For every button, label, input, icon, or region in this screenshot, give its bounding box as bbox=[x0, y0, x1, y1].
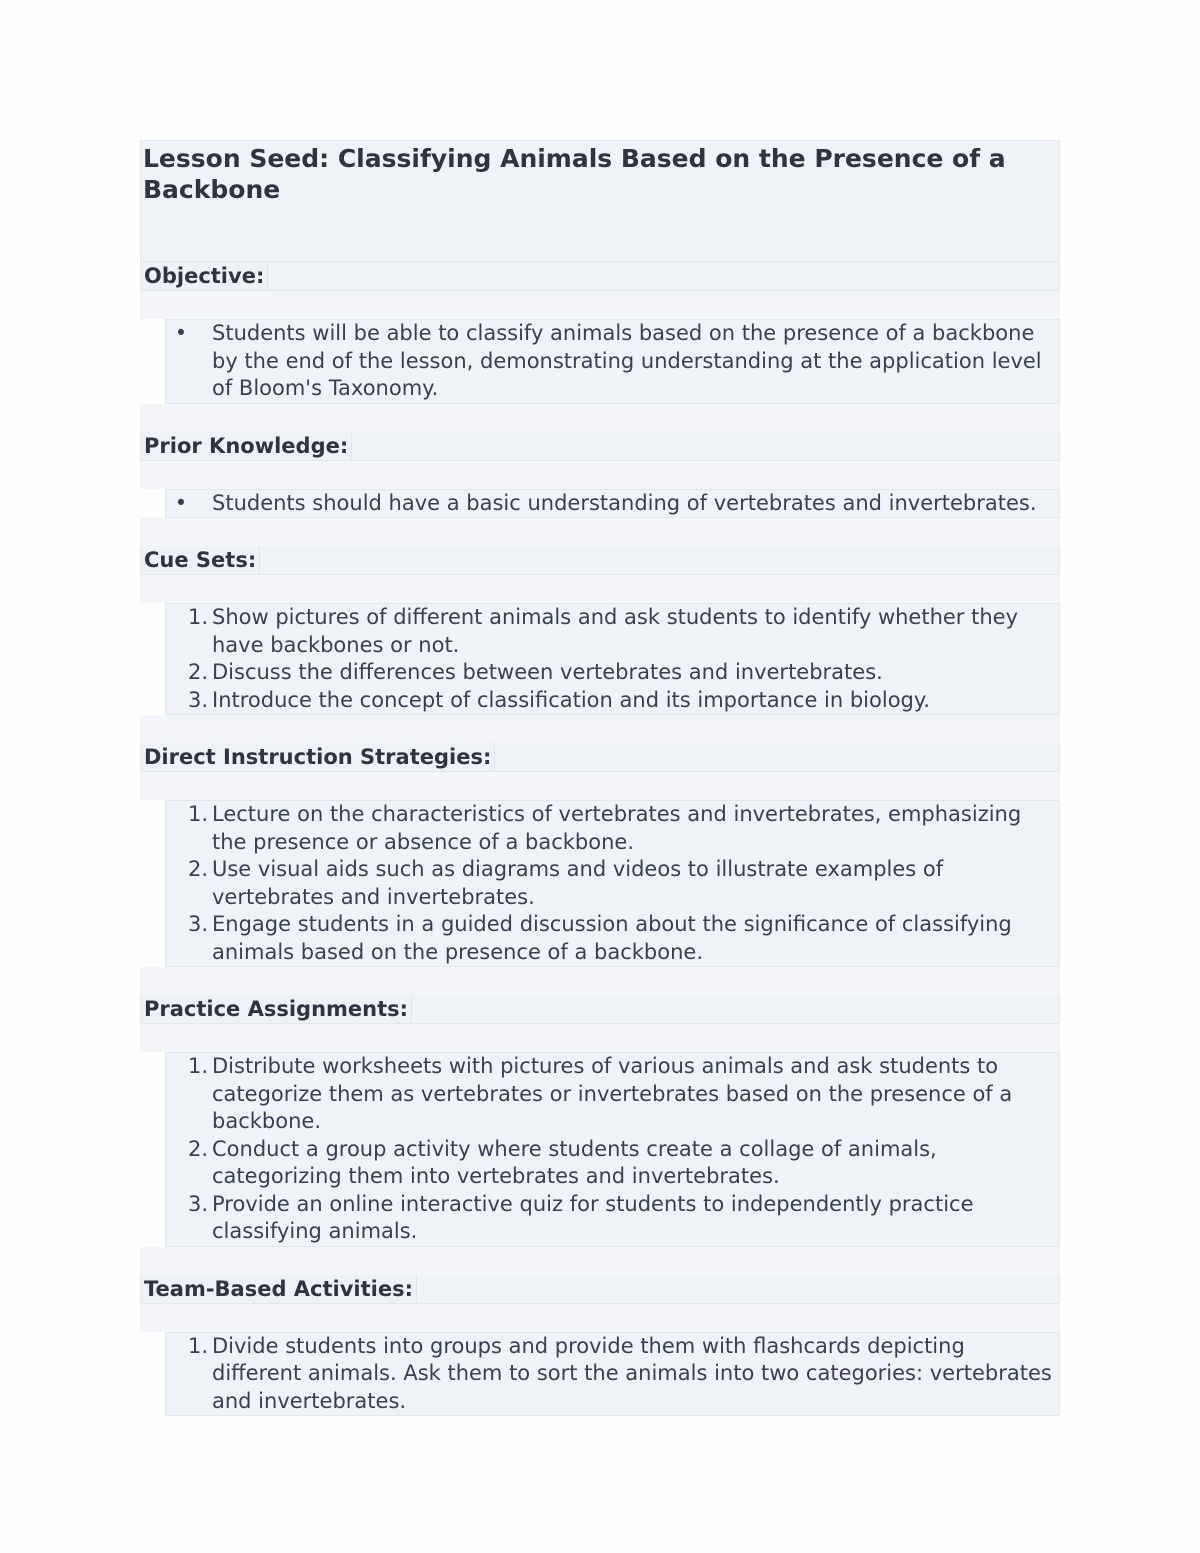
spacer bbox=[140, 1304, 1060, 1332]
section-heading-row bbox=[140, 1275, 1060, 1304]
number-marker: 1. bbox=[187, 802, 208, 826]
spacer bbox=[140, 967, 1060, 995]
number-marker: 3. bbox=[187, 912, 208, 936]
list-item-text: Discuss the differences between vertebrates and invertebrates. bbox=[212, 660, 883, 684]
section-heading-row bbox=[140, 743, 1060, 772]
list-box bbox=[165, 319, 1060, 404]
spacer bbox=[140, 772, 1060, 800]
list-item bbox=[166, 490, 1059, 518]
list-item bbox=[166, 687, 1059, 715]
number-marker: 1. bbox=[187, 605, 208, 629]
section-heading-row bbox=[140, 432, 1060, 461]
spacer bbox=[140, 1247, 1060, 1275]
spacer bbox=[140, 291, 1060, 319]
bullet-list bbox=[166, 490, 1059, 518]
list-item bbox=[166, 1333, 1059, 1416]
bullet-marker: • bbox=[174, 490, 188, 515]
section-prior-knowledge bbox=[140, 432, 1060, 547]
section-heading: Cue Sets: bbox=[141, 546, 260, 574]
spacer bbox=[140, 404, 1060, 432]
number-marker: 2. bbox=[187, 660, 208, 684]
list-item bbox=[166, 659, 1059, 687]
list-item bbox=[166, 1191, 1059, 1246]
list-item-text: Distribute worksheets with pictures of various animals and ask students to categorize them as vertebrates or invertebrates based on the presence of a backbone. bbox=[212, 1054, 1013, 1133]
number-marker: 1. bbox=[187, 1333, 208, 1358]
number-marker: 3. bbox=[187, 687, 208, 712]
section-heading: Objective: bbox=[141, 262, 268, 290]
list-box bbox=[165, 603, 1060, 715]
section-heading: Team-Based Activities: bbox=[141, 1275, 417, 1303]
lesson-document bbox=[140, 140, 1060, 1416]
page-title: Lesson Seed: Classifying Animals Based on the Presence of a Backbone bbox=[143, 144, 1006, 204]
list-item-text: Show pictures of different animals and ask students to identify whether they have backbones or not. bbox=[212, 605, 1019, 657]
list-box bbox=[165, 1332, 1060, 1417]
section-direct-instruction-strategies bbox=[140, 743, 1060, 995]
numbered-list bbox=[166, 604, 1059, 714]
list-item-text: Students will be able to classify animals based on the presence of a backbone by the end of the lesson, demonstrating understanding at the application level of Bloom's Taxonomy. bbox=[212, 321, 1042, 400]
section-heading: Prior Knowledge: bbox=[141, 432, 352, 460]
list-box bbox=[165, 1052, 1060, 1247]
spacer bbox=[140, 575, 1060, 603]
list-item-text: Conduct a group activity where students create a collage of animals, categorizing them into vertebrates and invertebrates. bbox=[212, 1136, 937, 1188]
list-item bbox=[166, 1053, 1059, 1136]
list-item-text: Lecture on the characteristics of vertebrates and invertebrates, emphasizing the presence or absence of a backbone. bbox=[212, 802, 1022, 854]
list-item-text: Students should have a basic understanding of vertebrates and invertebrates. bbox=[212, 490, 1037, 515]
section-heading-row bbox=[140, 262, 1060, 291]
list-item bbox=[166, 604, 1059, 659]
number-marker: 3. bbox=[187, 1191, 208, 1216]
list-item-text: Engage students in a guided discussion about the significance of classifying animals based on the presence of a backbone. bbox=[212, 912, 1012, 964]
spacer bbox=[140, 461, 1060, 489]
list-item bbox=[166, 320, 1059, 403]
list-item bbox=[166, 911, 1059, 966]
spacer bbox=[140, 1024, 1060, 1052]
numbered-list bbox=[166, 1053, 1059, 1246]
bullet-list bbox=[166, 320, 1059, 403]
list-item bbox=[166, 856, 1059, 911]
number-marker: 2. bbox=[187, 1136, 208, 1161]
section-cue-sets bbox=[140, 546, 1060, 743]
sections-container bbox=[140, 262, 1060, 1416]
spacer bbox=[140, 518, 1060, 546]
list-item bbox=[166, 1136, 1059, 1191]
section-team-based-activities bbox=[140, 1275, 1060, 1417]
number-marker: 1. bbox=[187, 1054, 208, 1078]
numbered-list bbox=[166, 1333, 1059, 1416]
section-heading: Practice Assignments: bbox=[141, 995, 412, 1023]
title-block bbox=[140, 140, 1060, 262]
list-item bbox=[166, 801, 1059, 856]
list-item-text: Introduce the concept of classification and its importance in biology. bbox=[212, 687, 930, 712]
list-item-text: Provide an online interactive quiz for students to independently practice classifying animals. bbox=[212, 1191, 974, 1243]
numbered-list bbox=[166, 801, 1059, 966]
section-heading: Direct Instruction Strategies: bbox=[141, 743, 495, 771]
section-heading-row bbox=[140, 995, 1060, 1024]
bullet-marker: • bbox=[174, 321, 188, 345]
list-item-text: Use visual aids such as diagrams and videos to illustrate examples of vertebrates and invertebrates. bbox=[212, 857, 944, 909]
list-box bbox=[165, 489, 1060, 519]
section-heading-row bbox=[140, 546, 1060, 575]
list-item-text: Divide students into groups and provide them with flashcards depicting different animals. Ask them to sort the animals into two categories: vertebrates and invertebrates. bbox=[212, 1333, 1052, 1413]
number-marker: 2. bbox=[187, 857, 208, 881]
list-box bbox=[165, 800, 1060, 967]
spacer bbox=[140, 715, 1060, 743]
section-objective bbox=[140, 262, 1060, 432]
section-practice-assignments bbox=[140, 995, 1060, 1275]
